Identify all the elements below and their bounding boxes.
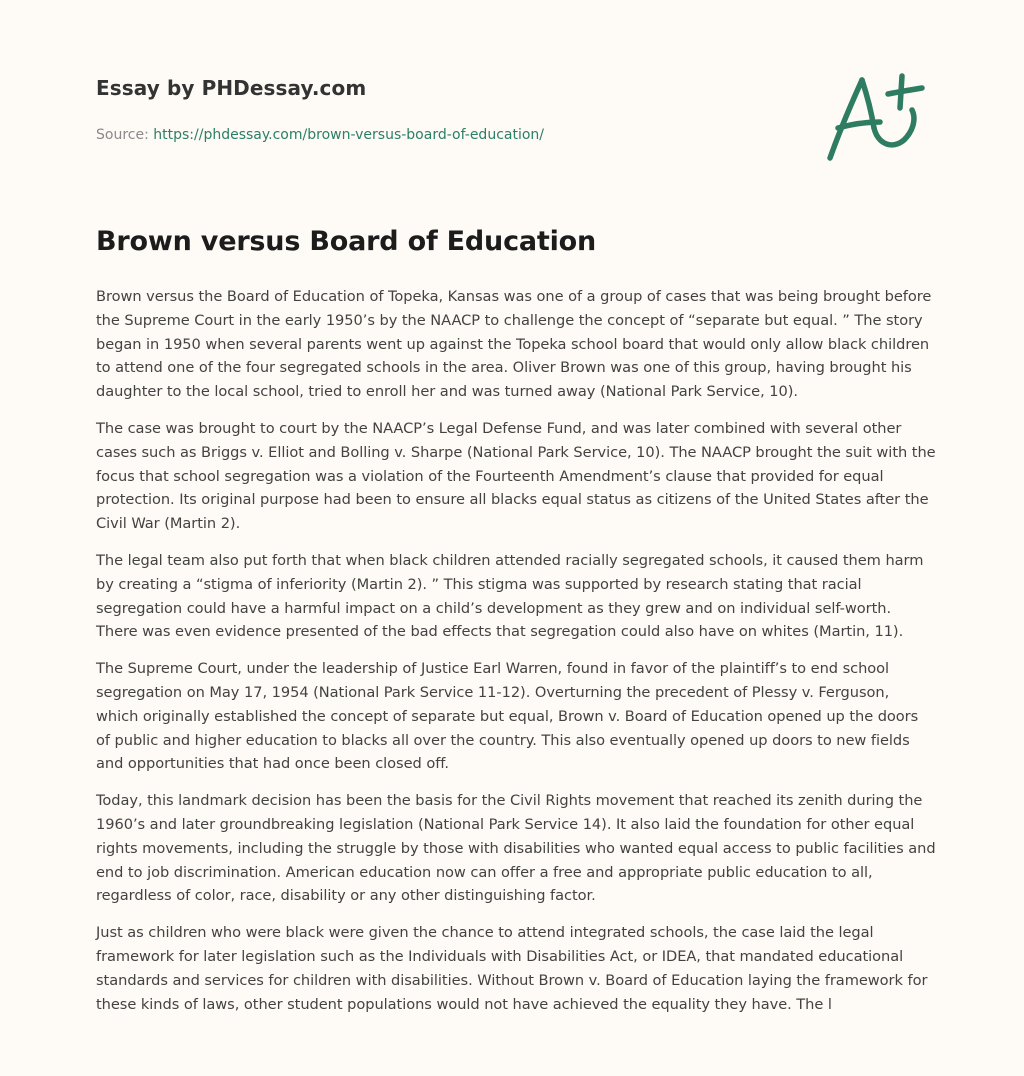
source-line — [96, 127, 796, 143]
essay-paragraph: The legal team also put forth that when black children attended racially segregated schools, it caused them harm by creating a “stigma of inferiority (Martin 2). ” This stigma was supported by research stating that racial segregation could have a harmful impact on a child’s development as they grew and on individual self-worth. There was even evidence presented of the bad effects that segregation could also have on whites (Martin, 11). — [96, 551, 924, 641]
essay-paragraph: Brown versus the Board of Education of Topeka, Kansas was one of a group of cases that was being brought before the Supreme Court in the early 1950’s by the NAACP to challenge the concept of “separate but equal. ” The story began in 1950 when several parents went up against the Topeka school board that would only allow black children to attend one of the four segregated schools in the area. Oliver Brown was one of this group, having brought his daughter to the local school, tried to enroll her and was turned away (National Park Service, 10). — [96, 288, 932, 401]
essay-paragraph: The case was brought to court by the NAACP’s Legal Defense Fund, and was later combined with several other cases such as Briggs v. Elliot and Bolling v. Sharpe (National Park Service, 10). The NAACP brought the suit with the focus that school segregation was a violation of the Fourteenth Amendment’s clause that provided for equal protection. Its original purpose had been to ensure all blacks equal status as citizens of the United States after the Civil War (Martin 2). — [96, 419, 936, 533]
essay-paragraph: Today, this landmark decision has been the basis for the Civil Rights movement that reached its zenith during the 1960’s and later groundbreaking legislation (National Park Service 14). It also laid the foundation for other equal rights movements, including the struggle by those with disabilities who wanted equal access to public facilities and end to job discrimination. American education now can offer a free and appropriate public education to all, regardless of color, race, disability or any other distinguishing factor. — [96, 792, 936, 905]
page-header — [96, 76, 796, 143]
site-title: Essay by PHDessay.com — [96, 76, 367, 100]
source-link[interactable]: https://phdessay.com/brown-versus-board-of-education/ — [153, 127, 545, 143]
essay-body — [96, 285, 936, 1029]
a-plus-grade-icon — [818, 64, 934, 168]
essay-paragraph: Just as children who were black were given the chance to attend integrated schools, the case laid the legal framework for later legislation such as the Individuals with Disabilities Act, or IDEA, that mandated educational standards and services for children with disabilities. Without Brown v. Board of Education laying the framework for these kinds of laws, other student populations would not have achieved the equality they have. The l — [96, 924, 928, 1013]
source-label: Source: — [96, 127, 154, 143]
essay-title: Brown versus Board of Education — [96, 226, 597, 257]
essay-paragraph: The Supreme Court, under the leadership of Justice Earl Warren, found in favor of the plaintiff’s to end school segregation on May 17, 1954 (National Park Service 11-12). Overturning the precedent of Plessy v. Ferguson, which originally established the concept of separate but equal, Brown v. Board of Education opened up the doors of public and higher education to blacks all over the country. This also eventually opened up doors to new fields and opportunities that had once been closed off. — [96, 660, 919, 773]
